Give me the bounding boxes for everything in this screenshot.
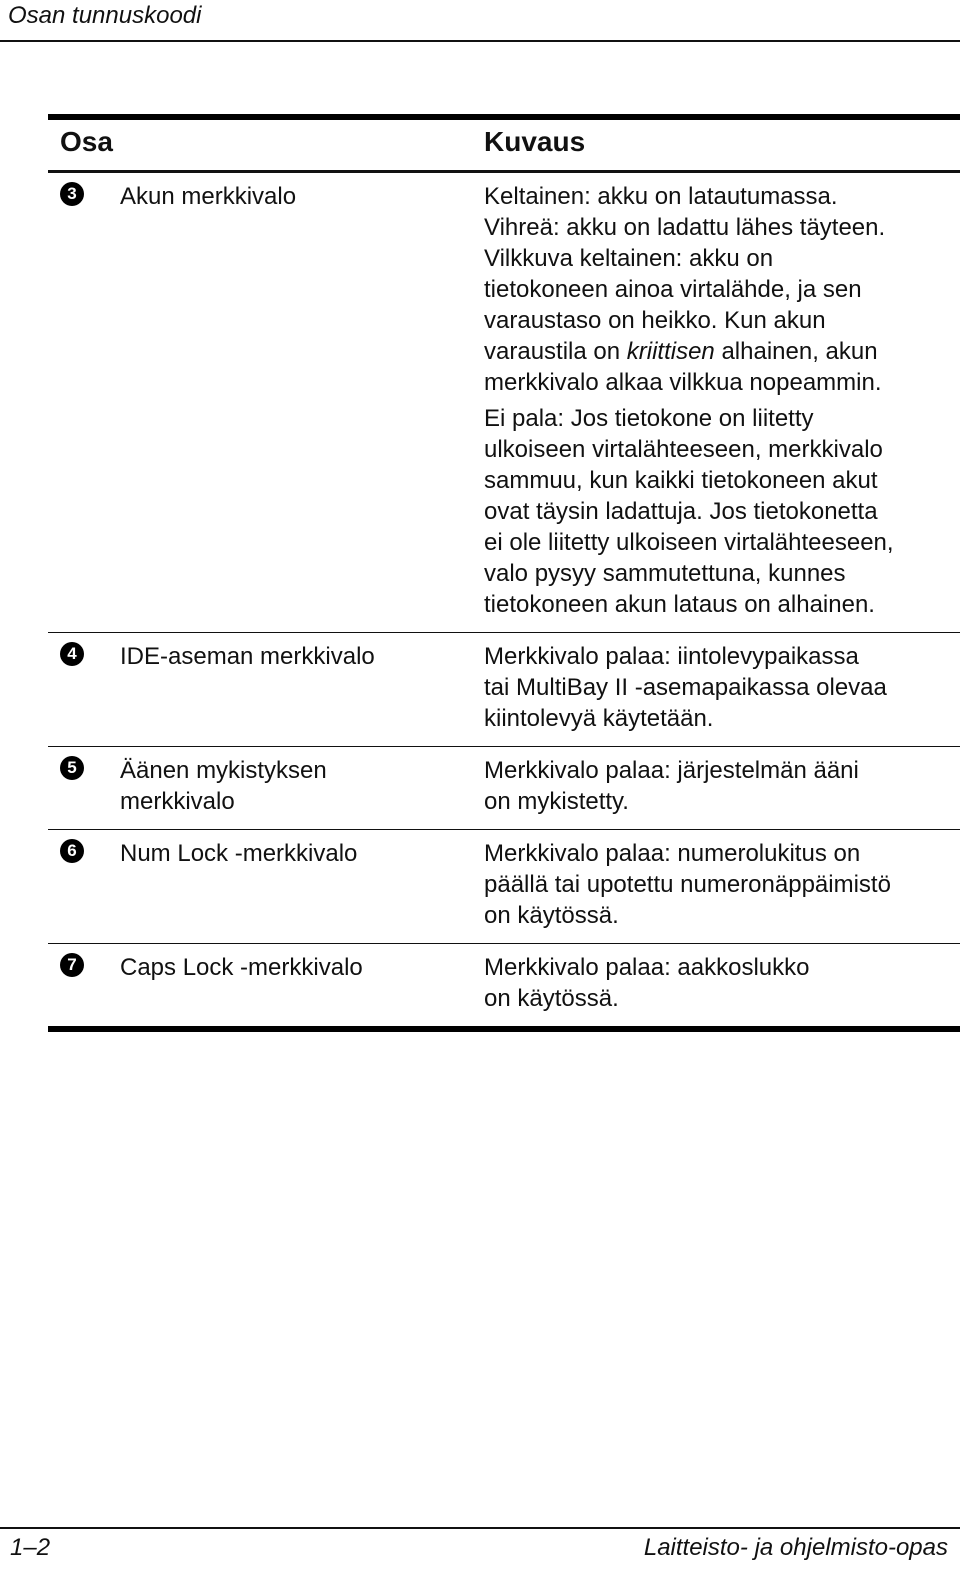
callout-number: 3 — [60, 182, 84, 206]
description-line: Merkkivalo palaa: iintolevypaikassa tai MultiBay II -asemapaikassa olevaa kiintolevyä käytetään. — [484, 643, 887, 732]
description-line: Vihreä: akku on ladattu lähes täyteen. — [484, 214, 886, 241]
part-name: Num Lock -merkkivalo — [120, 840, 358, 867]
part-name: Äänen mykistyksen merkkivalo — [120, 757, 327, 815]
emphasis-critical: kriittisen — [626, 338, 715, 365]
column-header-description: Kuvaus — [484, 126, 586, 157]
table-row — [48, 944, 960, 1026]
column-header-part: Osa — [60, 126, 113, 157]
description-line: Merkkivalo palaa: järjestelmän ääni on mykistetty. — [484, 757, 859, 815]
part-description — [484, 952, 944, 1014]
table-header — [48, 120, 960, 173]
callout-number: 7 — [60, 953, 84, 977]
part-description — [484, 755, 944, 817]
part-name: Caps Lock -merkkivalo — [120, 954, 363, 981]
running-title: Osan tunnuskoodi — [8, 2, 202, 29]
part-description — [484, 641, 944, 734]
description-line-critical: varaustila on kriittisen alhainen, akun merkkivalo alkaa vilkkua nopeammin. — [484, 338, 882, 396]
page-number: 1–2 — [10, 1534, 51, 1561]
part-name: IDE-aseman merkkivalo — [120, 643, 375, 670]
book-title: Laitteisto- ja ohjelmisto-opas — [643, 1534, 948, 1561]
part-name: Akun merkkivalo — [120, 183, 297, 210]
description-line: Ei pala: Jos tietokone on liitetty ulkoiseen virtalähteeseen, merkkivalo sammuu, kun kaikki tietokoneen akut ovat täysin ladattuja. Jos tietokonetta ei ole liitetty ulkoiseen virtalähteeseen, valo pysyy sammutettuna, kunnes tietokoneen akun lataus on alhainen. — [484, 405, 894, 618]
header-rule — [0, 40, 960, 42]
table-row — [48, 830, 960, 944]
component-table — [48, 114, 960, 1032]
callout-number: 5 — [60, 756, 84, 780]
table-row — [48, 173, 960, 633]
description-line: Merkkivalo palaa: aakkoslukko on käytössä. — [484, 954, 810, 1012]
description-line: Keltainen: akku on latautumassa. — [484, 183, 838, 210]
table-row — [48, 747, 960, 830]
part-description — [484, 838, 944, 931]
callout-number: 4 — [60, 642, 84, 666]
footer-rule — [0, 1527, 960, 1529]
description-line: Merkkivalo palaa: numerolukitus on päällä tai upotettu numeronäppäimistö on käytössä. — [484, 840, 891, 929]
table-row — [48, 633, 960, 747]
description-line: Vilkkuva keltainen: akku on tietokoneen ainoa virtalähde, ja sen varaustaso on heikko. Kun akun — [484, 245, 862, 334]
part-description — [484, 181, 944, 620]
callout-number: 6 — [60, 839, 84, 863]
